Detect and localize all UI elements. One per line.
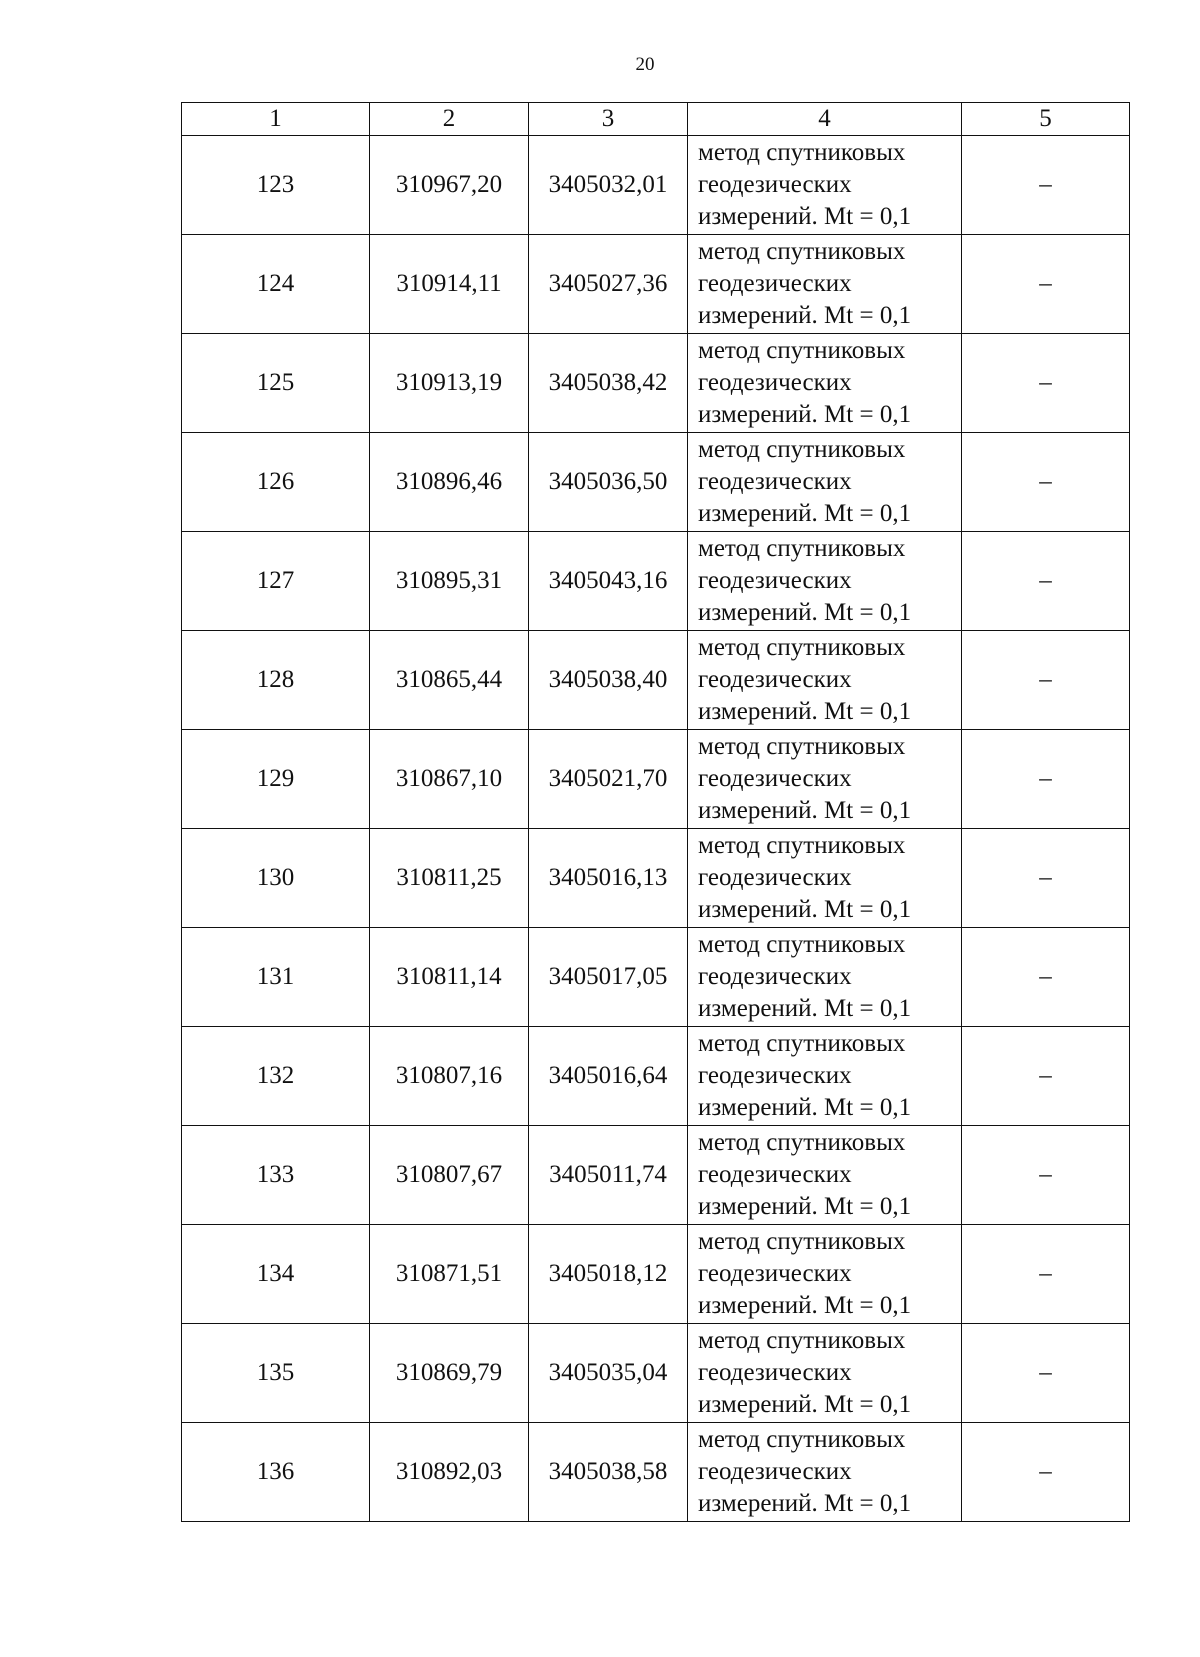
method-line: метод спутниковых bbox=[698, 238, 906, 265]
method-line: геодезических bbox=[698, 1260, 852, 1287]
method-line: метод спутниковых bbox=[698, 436, 906, 463]
note-cell: – bbox=[962, 1027, 1130, 1126]
y-coordinate-cell: 3405032,01 bbox=[529, 136, 688, 235]
header-col-5: 5 bbox=[962, 103, 1130, 136]
header-col-1: 1 bbox=[182, 103, 370, 136]
note-cell: – bbox=[962, 235, 1130, 334]
method-line: измерений. Mt = 0,1 bbox=[698, 203, 912, 230]
method-line: геодезических bbox=[698, 1458, 852, 1485]
method-line: метод спутниковых bbox=[698, 1129, 906, 1156]
method-line: метод спутниковых bbox=[698, 634, 906, 661]
method-cell bbox=[688, 1126, 962, 1225]
page-number: 20 bbox=[635, 54, 655, 75]
table-row bbox=[182, 1423, 1130, 1522]
method-line: метод спутниковых bbox=[698, 1426, 906, 1453]
method-line: метод спутниковых bbox=[698, 535, 906, 562]
y-coordinate-cell: 3405016,64 bbox=[529, 1027, 688, 1126]
method-cell bbox=[688, 631, 962, 730]
method-cell bbox=[688, 433, 962, 532]
table-row bbox=[182, 235, 1130, 334]
point-number-cell: 133 bbox=[182, 1126, 370, 1225]
table-row bbox=[182, 1324, 1130, 1423]
method-line: геодезических bbox=[698, 171, 852, 198]
point-number-cell: 126 bbox=[182, 433, 370, 532]
note-cell: – bbox=[962, 1324, 1130, 1423]
point-number-cell: 128 bbox=[182, 631, 370, 730]
point-number-cell: 130 bbox=[182, 829, 370, 928]
y-coordinate-cell: 3405036,50 bbox=[529, 433, 688, 532]
x-coordinate-cell: 310895,31 bbox=[370, 532, 529, 631]
table-row bbox=[182, 1126, 1130, 1225]
note-cell: – bbox=[962, 1126, 1130, 1225]
note-cell: – bbox=[962, 730, 1130, 829]
x-coordinate-cell: 310867,10 bbox=[370, 730, 529, 829]
y-coordinate-cell: 3405043,16 bbox=[529, 532, 688, 631]
method-line: метод спутниковых bbox=[698, 337, 906, 364]
method-line: метод спутниковых bbox=[698, 1327, 906, 1354]
header-col-4: 4 bbox=[688, 103, 962, 136]
point-number-cell: 123 bbox=[182, 136, 370, 235]
x-coordinate-cell: 310811,14 bbox=[370, 928, 529, 1027]
y-coordinate-cell: 3405035,04 bbox=[529, 1324, 688, 1423]
method-line: метод спутниковых bbox=[698, 931, 906, 958]
x-coordinate-cell: 310807,16 bbox=[370, 1027, 529, 1126]
method-line: геодезических bbox=[698, 1359, 852, 1386]
table-row bbox=[182, 532, 1130, 631]
method-cell bbox=[688, 1225, 962, 1324]
y-coordinate-cell: 3405038,58 bbox=[529, 1423, 688, 1522]
x-coordinate-cell: 310896,46 bbox=[370, 433, 529, 532]
table-row bbox=[182, 1027, 1130, 1126]
method-line: измерений. Mt = 0,1 bbox=[698, 302, 912, 329]
method-line: измерений. Mt = 0,1 bbox=[698, 1292, 912, 1319]
method-cell bbox=[688, 730, 962, 829]
method-cell bbox=[688, 928, 962, 1027]
x-coordinate-cell: 310869,79 bbox=[370, 1324, 529, 1423]
method-cell bbox=[688, 334, 962, 433]
point-number-cell: 124 bbox=[182, 235, 370, 334]
method-line: измерений. Mt = 0,1 bbox=[698, 995, 912, 1022]
note-cell: – bbox=[962, 136, 1130, 235]
x-coordinate-cell: 310807,67 bbox=[370, 1126, 529, 1225]
point-number-cell: 134 bbox=[182, 1225, 370, 1324]
method-cell bbox=[688, 829, 962, 928]
y-coordinate-cell: 3405027,36 bbox=[529, 235, 688, 334]
method-line: измерений. Mt = 0,1 bbox=[698, 1094, 912, 1121]
method-line: измерений. Mt = 0,1 bbox=[698, 896, 912, 923]
table-row bbox=[182, 928, 1130, 1027]
method-line: измерений. Mt = 0,1 bbox=[698, 1490, 912, 1517]
method-cell bbox=[688, 235, 962, 334]
point-number-cell: 129 bbox=[182, 730, 370, 829]
coordinates-table bbox=[181, 102, 1130, 1522]
method-line: геодезических bbox=[698, 765, 852, 792]
method-line: геодезических bbox=[698, 270, 852, 297]
method-line: геодезических bbox=[698, 1062, 852, 1089]
method-cell bbox=[688, 136, 962, 235]
note-cell: – bbox=[962, 1423, 1130, 1522]
table-body bbox=[182, 136, 1130, 1522]
method-line: геодезических bbox=[698, 1161, 852, 1188]
x-coordinate-cell: 310913,19 bbox=[370, 334, 529, 433]
method-line: геодезических bbox=[698, 567, 852, 594]
point-number-cell: 127 bbox=[182, 532, 370, 631]
table-row bbox=[182, 433, 1130, 532]
method-line: геодезических bbox=[698, 963, 852, 990]
method-line: геодезических bbox=[698, 369, 852, 396]
table-row bbox=[182, 829, 1130, 928]
note-cell: – bbox=[962, 631, 1130, 730]
y-coordinate-cell: 3405038,42 bbox=[529, 334, 688, 433]
method-line: метод спутниковых bbox=[698, 1030, 906, 1057]
note-cell: – bbox=[962, 532, 1130, 631]
method-line: измерений. Mt = 0,1 bbox=[698, 698, 912, 725]
method-line: геодезических bbox=[698, 864, 852, 891]
table-header bbox=[182, 103, 1130, 136]
method-line: измерений. Mt = 0,1 bbox=[698, 599, 912, 626]
y-coordinate-cell: 3405018,12 bbox=[529, 1225, 688, 1324]
method-line: метод спутниковых bbox=[698, 1228, 906, 1255]
x-coordinate-cell: 310865,44 bbox=[370, 631, 529, 730]
table-row bbox=[182, 730, 1130, 829]
method-cell bbox=[688, 1324, 962, 1423]
point-number-cell: 135 bbox=[182, 1324, 370, 1423]
header-col-2: 2 bbox=[370, 103, 529, 136]
y-coordinate-cell: 3405038,40 bbox=[529, 631, 688, 730]
method-line: метод спутниковых bbox=[698, 733, 906, 760]
x-coordinate-cell: 310892,03 bbox=[370, 1423, 529, 1522]
header-row bbox=[182, 103, 1130, 136]
y-coordinate-cell: 3405011,74 bbox=[529, 1126, 688, 1225]
method-line: измерений. Mt = 0,1 bbox=[698, 500, 912, 527]
x-coordinate-cell: 310871,51 bbox=[370, 1225, 529, 1324]
x-coordinate-cell: 310811,25 bbox=[370, 829, 529, 928]
note-cell: – bbox=[962, 1225, 1130, 1324]
point-number-cell: 132 bbox=[182, 1027, 370, 1126]
note-cell: – bbox=[962, 433, 1130, 532]
point-number-cell: 136 bbox=[182, 1423, 370, 1522]
table-row bbox=[182, 631, 1130, 730]
method-line: измерений. Mt = 0,1 bbox=[698, 1193, 912, 1220]
method-cell bbox=[688, 532, 962, 631]
x-coordinate-cell: 310967,20 bbox=[370, 136, 529, 235]
method-line: измерений. Mt = 0,1 bbox=[698, 401, 912, 428]
note-cell: – bbox=[962, 829, 1130, 928]
table-row bbox=[182, 1225, 1130, 1324]
point-number-cell: 125 bbox=[182, 334, 370, 433]
method-line: метод спутниковых bbox=[698, 832, 906, 859]
note-cell: – bbox=[962, 334, 1130, 433]
header-col-3: 3 bbox=[529, 103, 688, 136]
method-cell bbox=[688, 1027, 962, 1126]
method-line: измерений. Mt = 0,1 bbox=[698, 797, 912, 824]
method-line: измерений. Mt = 0,1 bbox=[698, 1391, 912, 1418]
table-row bbox=[182, 136, 1130, 235]
y-coordinate-cell: 3405016,13 bbox=[529, 829, 688, 928]
y-coordinate-cell: 3405017,05 bbox=[529, 928, 688, 1027]
method-cell bbox=[688, 1423, 962, 1522]
table-row bbox=[182, 334, 1130, 433]
y-coordinate-cell: 3405021,70 bbox=[529, 730, 688, 829]
method-line: геодезических bbox=[698, 468, 852, 495]
method-line: геодезических bbox=[698, 666, 852, 693]
x-coordinate-cell: 310914,11 bbox=[370, 235, 529, 334]
point-number-cell: 131 bbox=[182, 928, 370, 1027]
method-line: метод спутниковых bbox=[698, 139, 906, 166]
note-cell: – bbox=[962, 928, 1130, 1027]
